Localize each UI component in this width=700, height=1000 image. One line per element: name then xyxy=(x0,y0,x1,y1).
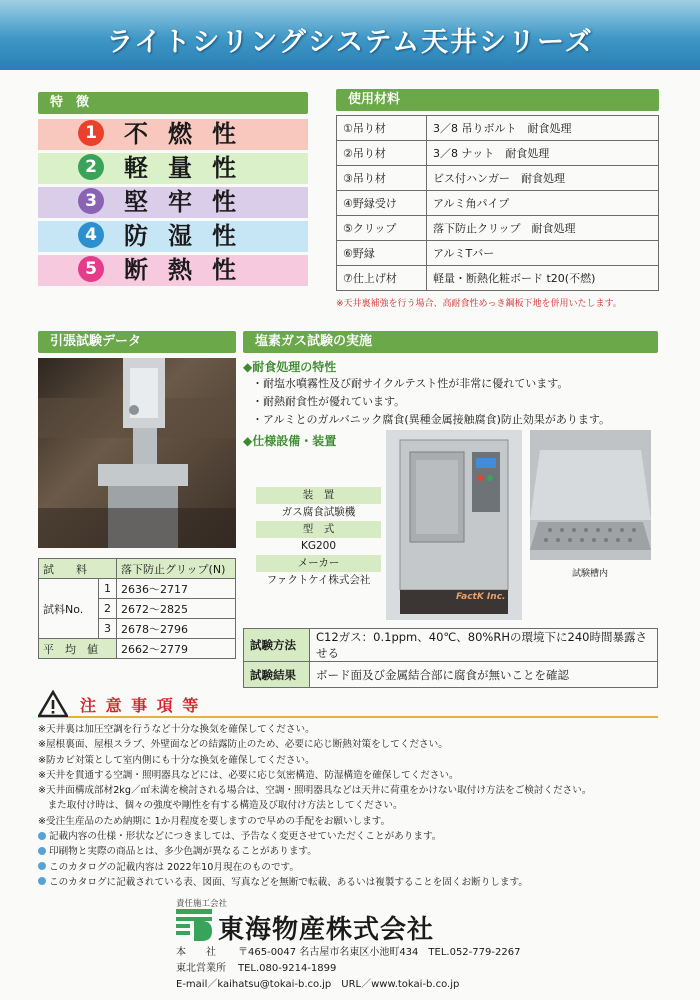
title-banner xyxy=(0,0,700,70)
caution-note: ※天井裏は加圧空調を行うなど十分な換気を確保してください。 xyxy=(38,724,315,735)
material-spec: 軽量・断熱化粧ボード t20(不燃) xyxy=(427,266,659,291)
feature-number-badge: 1 xyxy=(78,120,104,146)
gas-corrosion-machine-photo xyxy=(386,430,522,620)
chamber-illustration xyxy=(530,430,651,560)
caution-note: ※天井面構成部材2kg／㎡未満を検討される場合は、空調・照明器具などは天井に荷重をかけない取付け方法をご検討ください。 xyxy=(38,785,592,797)
feature-label: 軽量性 xyxy=(124,154,256,182)
material-part: ⑥野縁 xyxy=(337,241,427,266)
test-method-table xyxy=(243,628,658,688)
caution-note: ※防カビ対策として室内側にも十分な換気を確保してください。 xyxy=(38,754,315,766)
machine-logo: FactK Inc. xyxy=(456,592,506,602)
company-contact xyxy=(176,945,520,993)
table-row xyxy=(337,266,659,291)
sample-value: 2672～2825 xyxy=(117,599,236,619)
equipment-value: ファクトケイ株式会社 xyxy=(266,574,371,586)
sample-value: 2636～2717 xyxy=(117,579,236,599)
bullet-item: ・耐熱耐食性が優れています。 xyxy=(252,395,406,408)
branch-info: TEL.080-9214-1899 xyxy=(238,963,337,974)
material-spec: 3／8 吊りボルト 耐食処理 xyxy=(427,116,659,141)
feature-label: 防湿性 xyxy=(124,222,256,250)
sample-no: 1 xyxy=(99,579,117,599)
feature-number-badge: 4 xyxy=(78,222,104,248)
warning-icon xyxy=(38,690,68,717)
salt-test-heading: 塩素ガス試験の実施 xyxy=(243,331,658,353)
bullet-item: ・アルミとのガルバニック腐食(異種金属接触腐食)防止効果があります。 xyxy=(252,413,611,426)
sample-value: 2678～2796 xyxy=(117,619,236,639)
feature-number-badge: 2 xyxy=(78,154,104,180)
equipment-head: 装 置 xyxy=(256,487,381,504)
feature-item xyxy=(38,119,308,150)
material-spec: アルミ角パイプ xyxy=(427,191,659,216)
equipment-value: ガス腐食試験機 xyxy=(281,506,356,518)
table-row xyxy=(337,116,659,141)
material-part: ②吊り材 xyxy=(337,141,427,166)
feature-item xyxy=(38,221,308,252)
tensile-col-sample: 試 料 xyxy=(39,559,117,579)
hq-label: 本 社 xyxy=(176,947,216,958)
equipment-value: KG200 xyxy=(300,540,337,552)
hq-info: 〒465-0047 名古屋市名東区小池町434 TEL.052-779-2267 xyxy=(238,947,521,958)
caution-notes xyxy=(38,722,658,829)
feature-label: 不燃性 xyxy=(124,120,256,148)
caution-note: ※屋根裏面、屋根スラブ、外壁面などの結露防止のため、必要に応じ断熱対策をしてください。 xyxy=(38,739,448,751)
method-value: C12ガス：0.1ppm、40℃、80%RHの環境下に240時間暴露させる xyxy=(310,629,658,662)
bullet-item: ・耐塩水噴霧性及び耐サイクルテスト性が非常に優れています。 xyxy=(252,377,569,390)
result-label: 試験結果 xyxy=(244,662,310,688)
bullet-dot-icon xyxy=(38,862,46,870)
caution-note: ※天井を貫通する空調・照明器具などには、必要に応じ気密構造、防湿構造を確保してください。 xyxy=(38,769,459,781)
table-row xyxy=(337,216,659,241)
table-row xyxy=(337,141,659,166)
average-value: 2662～2779 xyxy=(117,639,236,659)
catalog-note: このカタログの記載内容は 2022年10月現在のものです。 xyxy=(49,861,299,873)
material-spec: ビス付ハンガー 耐食処理 xyxy=(427,166,659,191)
equipment-head: 型 式 xyxy=(256,521,381,538)
feature-number-badge: 3 xyxy=(78,188,104,214)
feature-item xyxy=(38,187,308,218)
average-label: 平 均 値 xyxy=(39,639,117,659)
catalog-notes xyxy=(38,829,658,890)
material-spec: 落下防止クリップ 耐食処理 xyxy=(427,216,659,241)
corrosion-bullets xyxy=(252,375,657,429)
tensile-table xyxy=(38,558,236,659)
material-spec: アルミTバー xyxy=(427,241,659,266)
caution-section xyxy=(38,690,658,890)
company-name: 東海物産株式会社 xyxy=(218,915,435,945)
feature-label: 断熱性 xyxy=(124,256,256,284)
feature-number-badge: 5 xyxy=(78,256,104,282)
catalog-note: このカタログに記載されている表、図面、写真などを無断で転載、あるいは複製することを固くお断りします。 xyxy=(49,876,528,888)
email-url: E-mail／kaihatsu@tokai-b.co.jp URL／www.tokai-b.co.jp xyxy=(176,979,460,990)
caution-heading: 注 意 事 項 等 xyxy=(80,696,201,715)
table-row xyxy=(337,166,659,191)
result-value: ボード面及び金属結合部に腐食が無いことを確認 xyxy=(310,662,658,688)
method-label: 試験方法 xyxy=(244,629,310,662)
catalog-note: 印刷物と実際の商品とは、多少色調が異なることがあります。 xyxy=(49,846,317,858)
chamber-caption: 試験槽内 xyxy=(572,569,609,579)
material-part: ③吊り材 xyxy=(337,166,427,191)
materials-table xyxy=(336,115,659,291)
material-part: ④野縁受け xyxy=(337,191,427,216)
tensile-heading: 引張試験データ xyxy=(38,331,236,353)
equipment-table xyxy=(256,487,381,589)
caution-note: ※受注生産品のため納期に 1か月程度を要しますので早めの手配をお願いします。 xyxy=(38,815,391,827)
company-logo-icon xyxy=(176,909,212,941)
responsible-label: 責任施工会社 xyxy=(176,899,228,909)
caution-header xyxy=(38,690,658,718)
table-row xyxy=(337,191,659,216)
equipment-subheading: ◆仕様設備・装置 xyxy=(243,434,337,448)
sample-no: 2 xyxy=(99,599,117,619)
feature-item xyxy=(38,153,308,184)
material-part: ①吊り材 xyxy=(337,116,427,141)
bullet-dot-icon xyxy=(38,832,46,840)
equipment-head: メーカー xyxy=(256,555,381,572)
features-heading: 特 徴 xyxy=(38,92,308,114)
test-chamber-photo xyxy=(530,430,651,560)
page-title: ライトシリングシステム天井シリーズ xyxy=(106,27,594,58)
tensile-test-photo xyxy=(38,358,236,548)
sample-label: 試料No. xyxy=(39,579,99,639)
material-spec: 3／8 ナット 耐食処理 xyxy=(427,141,659,166)
bullet-dot-icon xyxy=(38,877,46,885)
tensile-col-grip: 落下防止グリップ(N) xyxy=(117,559,236,579)
materials-heading: 使用材料 xyxy=(336,89,659,111)
corrosion-subheading: ◆耐食処理の特性 xyxy=(243,360,337,374)
feature-label: 堅牢性 xyxy=(124,188,256,216)
bullet-dot-icon xyxy=(38,847,46,855)
branch-label: 東北営業所 xyxy=(176,963,226,974)
material-part: ⑤クリップ xyxy=(337,216,427,241)
feature-item xyxy=(38,255,308,286)
catalog-note: 記載内容の仕様・形状などにつきましては、予告なく変更させていただくことがあります。 xyxy=(49,831,442,843)
material-part: ⑦仕上げ材 xyxy=(337,266,427,291)
materials-note: ※天井裏補強を行う場合、高耐食性めっき鋼板下地を併用いたします。 xyxy=(336,299,622,309)
caution-note: また取付け時は、個々の強度や剛性を有する構造及び取付け方法としてください。 xyxy=(38,800,403,812)
table-row xyxy=(337,241,659,266)
tensile-rig-illustration xyxy=(38,358,236,548)
sample-no: 3 xyxy=(99,619,117,639)
